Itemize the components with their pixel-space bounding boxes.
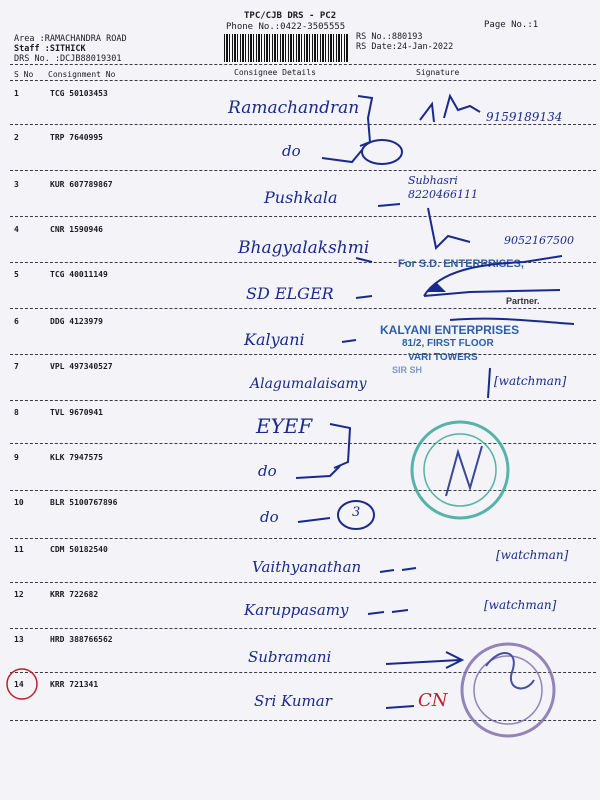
staff-label: Staff :SITHICK <box>14 44 86 54</box>
kalyani-stamp-address-1: 81/2, FIRST FLOOR <box>402 338 494 349</box>
kalyani-stamp-name: KALYANI ENTERPRISES <box>380 323 520 337</box>
row1-bracket <box>358 96 372 146</box>
row10-dash <box>298 518 330 522</box>
handwritten-name: Kalyani <box>244 330 305 349</box>
handwritten-note: CN <box>418 690 448 711</box>
teal-seal <box>412 422 508 518</box>
kalyani-stamp-address-3: SIR SH <box>392 365 423 375</box>
page-number: Page No.:1 <box>484 20 539 30</box>
handwritten-name: Karuppasamy <box>244 601 349 619</box>
document-title: TPC/CJB DRS - PC2 <box>244 11 337 21</box>
row13-arrow <box>386 652 462 668</box>
row-consignment: TCG 40011149 <box>50 270 108 279</box>
row11-dash <box>380 568 416 572</box>
area-label: Area :RAMACHANDRA ROAD <box>14 34 127 44</box>
row-sno: 7 <box>14 362 19 371</box>
row-sno: 8 <box>14 408 19 417</box>
handwritten-name: do <box>260 508 279 526</box>
row-sno: 9 <box>14 453 19 462</box>
row2-dash <box>322 150 362 162</box>
handwritten-note: [watchman] <box>494 374 567 388</box>
sd-enterprises-stamp: For S.D. ENTERPRISES, <box>398 258 524 270</box>
purple-seal <box>462 644 554 736</box>
handwritten-name: do <box>258 462 277 480</box>
handwritten-note: 3 <box>352 505 361 520</box>
row-consignment: VPL 497340527 <box>50 362 113 371</box>
row-sno: 3 <box>14 180 19 189</box>
handwritten-name: Bhagyalakshmi <box>238 238 370 258</box>
row-consignment: BLR 5100767896 <box>50 498 118 507</box>
row-consignment: TVL 9670941 <box>50 408 103 417</box>
row8-bracket <box>330 424 350 468</box>
row-sno: 6 <box>14 317 19 326</box>
row-sno: 4 <box>14 225 19 234</box>
row7-bracket <box>488 368 490 398</box>
row-sno: 10 <box>14 498 24 507</box>
row-consignment: CNR 1590946 <box>50 225 103 234</box>
row9-dash <box>296 466 340 478</box>
col-consignment: Consignment No <box>48 70 116 79</box>
row5-dash <box>356 296 372 298</box>
row-consignment: CDM 50182540 <box>50 545 108 554</box>
row-consignment: DDG 4123979 <box>50 317 103 326</box>
row-consignment: KUR 607789867 <box>50 180 113 189</box>
row-sno: 1 <box>14 89 19 98</box>
row14-red-circle <box>7 669 37 699</box>
row-consignment: KRR 722682 <box>50 590 99 599</box>
row-consignment: KLK 7947575 <box>50 453 103 462</box>
handwritten-name: SD ELGER <box>246 284 334 303</box>
row14-dash <box>386 706 414 708</box>
row6-dash <box>342 340 356 342</box>
handwritten-note: [watchman] <box>496 548 569 562</box>
row-sno: 13 <box>14 635 24 644</box>
scribble-arrow <box>426 282 446 292</box>
stamp-signature-scribble <box>424 256 574 324</box>
row-consignment: HRD 388766562 <box>50 635 113 644</box>
row12-dash <box>368 610 408 614</box>
handwritten-name: Sri Kumar <box>254 692 332 710</box>
kalyani-stamp-address-2: VARI TOWERS <box>408 352 478 363</box>
row2-circle <box>362 140 402 164</box>
handwritten-note: Subhasri 8220466111 <box>408 174 478 201</box>
phone-number: Phone No.:0422-3505555 <box>226 22 346 32</box>
handwritten-name: Subramani <box>248 648 332 666</box>
row3-dash <box>378 204 400 206</box>
handwritten-name: EYEF <box>256 414 313 438</box>
col-signature: Signature <box>416 68 460 77</box>
row-consignment: TRP 7640995 <box>50 133 103 142</box>
handwritten-name: Alagumalaisamy <box>250 376 367 392</box>
col-consignee: Consignee Details <box>234 68 316 77</box>
row-consignment: TCG 50103453 <box>50 89 108 98</box>
handwritten-name: Pushkala <box>264 188 338 207</box>
row-sno: 11 <box>14 545 24 554</box>
col-sno: S No <box>14 70 34 79</box>
handwritten-name: Vaithyanathan <box>252 558 362 576</box>
handwritten-note: 9159189134 <box>486 110 563 124</box>
row-sno: 5 <box>14 270 19 279</box>
handwritten-name: Ramachandran <box>228 98 360 118</box>
sd-enterprises-partner: Partner. <box>506 296 540 306</box>
row1-signature <box>420 96 480 122</box>
row4-signature <box>356 208 470 262</box>
row-sno: 2 <box>14 133 19 142</box>
row-sno: 14 <box>14 680 24 689</box>
handwritten-name: do <box>282 142 301 160</box>
handwritten-note: [watchman] <box>484 598 557 612</box>
rs-date: RS Date:24-Jan-2022 <box>356 42 454 52</box>
row-consignment: KRR 721341 <box>50 680 99 689</box>
rs-number: RS No.:880193 <box>356 32 423 42</box>
handwritten-note: 9052167500 <box>504 234 574 247</box>
row-sno: 12 <box>14 590 24 599</box>
row10-circle <box>338 501 374 529</box>
drs-number: DRS No. :DCJB88019301 <box>14 54 122 64</box>
